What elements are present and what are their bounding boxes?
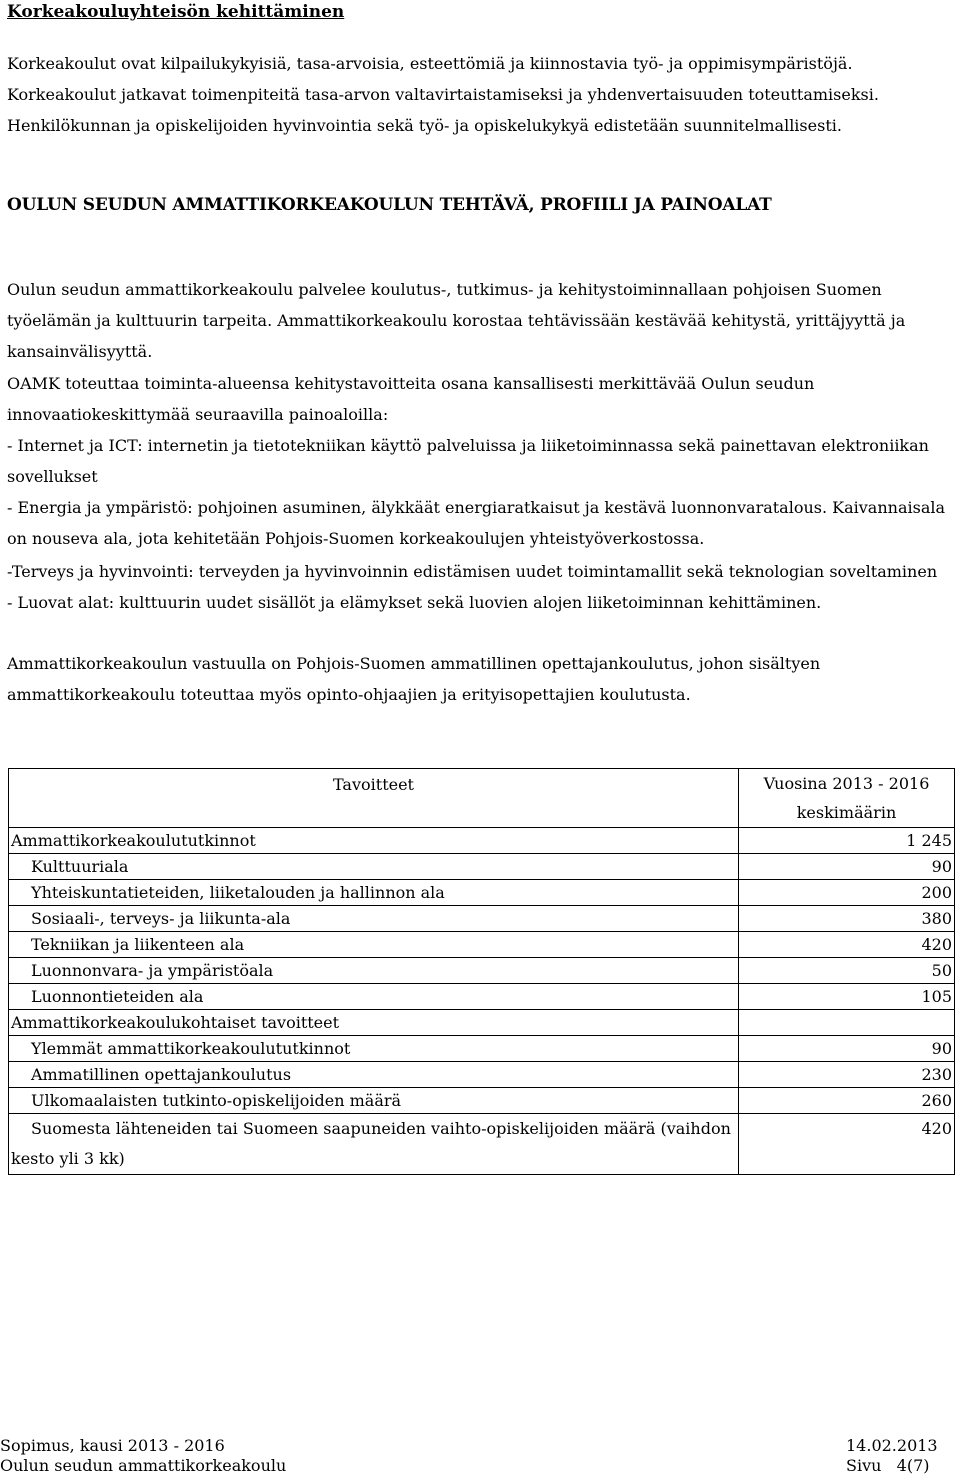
focus-area-creative: - Luovat alat: kulttuurin uudet sisällöt ja elämykset sekä luovien alojen liiketoiminnan kehittäminen. xyxy=(7,593,822,612)
footer-page-number: Sivu 4(7) xyxy=(846,1456,930,1475)
row-value: 380 xyxy=(739,906,955,932)
row-value: 90 xyxy=(739,1036,955,1062)
row-label: Ammattikorkeakoulukohtaiset tavoitteet xyxy=(9,1010,739,1036)
row-label: Ammattikorkeakoulututkinnot xyxy=(9,828,739,854)
focus-intro-paragraph: OAMK toteuttaa toiminta-alueensa kehitystavoitteita osana kansallisesti merkittävää Oulun seudun innovaatiokeskittymää seuraavilla painoaloilla: xyxy=(7,374,815,424)
table-row xyxy=(9,1062,955,1088)
section-title-community: Korkeakouluyhteisön kehittäminen xyxy=(7,2,345,22)
mission-paragraph: Oulun seudun ammattikorkeakoulu palvelee koulutus-, tutkimus- ja kehitystoiminnallaan pohjoisen Suomen työelämän ja kulttuurin tarpeita. Ammattikorkeakoulu korostaa tehtävissään kestävää kehitystä, yrittäjyyttä ja kansainvälisyyttä. xyxy=(7,280,906,361)
row-value: 50 xyxy=(739,958,955,984)
row-value: 105 xyxy=(739,984,955,1010)
table-header-row xyxy=(9,769,955,828)
row-label: Suomesta lähteneiden tai Suomeen saapuneiden vaihto-opiskelijoiden määrä (vaihdon kesto yli 3 kk) xyxy=(9,1114,739,1175)
header-goals: Tavoitteet xyxy=(9,769,739,828)
teacher-education-paragraph: Ammattikorkeakoulun vastuulla on Pohjois-Suomen ammatillinen opettajankoulutus, johon sisältyen ammattikorkeakoulu toteuttaa myös opinto-ohjaajien ja erityisopettajien koulutusta. xyxy=(7,654,821,704)
row-label: Sosiaali-, terveys- ja liikunta-ala xyxy=(9,906,739,932)
row-value: 230 xyxy=(739,1062,955,1088)
row-value: 1 245 xyxy=(739,828,955,854)
row-label: Luonnonvara- ja ympäristöala xyxy=(9,958,739,984)
row-label: Ammatillinen opettajankoulutus xyxy=(9,1062,739,1088)
row-value: 420 xyxy=(739,1114,955,1175)
row-value: 90 xyxy=(739,854,955,880)
table-row xyxy=(9,958,955,984)
table-row xyxy=(9,906,955,932)
focus-area-ict: - Internet ja ICT: internetin ja tietotekniikan käyttö palveluissa ja liiketoiminnassa sekä painettavan elektroniikan sovellukset xyxy=(7,436,929,486)
row-label: Ulkomaalaisten tutkinto-opiskelijoiden määrä xyxy=(9,1088,739,1114)
table-row xyxy=(9,1010,955,1036)
table-row xyxy=(9,828,955,854)
row-value: 420 xyxy=(739,932,955,958)
table-row xyxy=(9,880,955,906)
footer-agreement-period: Sopimus, kausi 2013 - 2016 xyxy=(0,1436,225,1455)
table-row xyxy=(9,854,955,880)
table-row xyxy=(9,1036,955,1062)
table-row xyxy=(9,932,955,958)
section-title-mission: OULUN SEUDUN AMMATTIKORKEAKOULUN TEHTÄVÄ, PROFIILI JA PAINOALAT xyxy=(7,195,772,215)
table-row xyxy=(9,1088,955,1114)
row-label: Kulttuuriala xyxy=(9,854,739,880)
row-label: Tekniikan ja liikenteen ala xyxy=(9,932,739,958)
focus-area-health: -Terveys ja hyvinvointi: terveyden ja hyvinvoinnin edistämisen uudet toimintamallit sekä teknologian soveltaminen xyxy=(7,562,938,581)
focus-area-energy: - Energia ja ympäristö: pohjoinen asuminen, älykkäät energiaratkaisut ja kestävä luonnonvaratalous. Kaivannaisala on nouseva ala, jota kehitetään Pohjois-Suomen korkeakoulujen yhteistyöverkostossa. xyxy=(7,498,946,548)
footer-date: 14.02.2013 xyxy=(846,1436,938,1455)
header-years-average: Vuosina 2013 - 2016 keskimäärin xyxy=(739,769,955,828)
row-label: Ylemmät ammattikorkeakoulututkinnot xyxy=(9,1036,739,1062)
row-label: Yhteiskuntatieteiden, liiketalouden ja hallinnon ala xyxy=(9,880,739,906)
row-value: 200 xyxy=(739,880,955,906)
community-paragraph: Korkeakoulut ovat kilpailukykyisiä, tasa-arvoisia, esteettömiä ja kiinnostavia työ- ja oppimisympäristöjä. Korkeakoulut jatkavat toimenpiteitä tasa-arvon valtavirtaistamiseksi ja yhdenvertaisuuden toteuttamiseksi. Henkilökunnan ja opiskelijoiden hyvinvointia sekä työ- ja opiskelukykyä edistetään suunnitelmallisesti. xyxy=(7,54,879,135)
table-row xyxy=(9,1114,955,1175)
goals-table xyxy=(8,768,955,1175)
row-value: 260 xyxy=(739,1088,955,1114)
row-label: Luonnontieteiden ala xyxy=(9,984,739,1010)
footer-institution: Oulun seudun ammattikorkeakoulu xyxy=(0,1456,287,1475)
row-value xyxy=(739,1010,955,1036)
table-row xyxy=(9,984,955,1010)
